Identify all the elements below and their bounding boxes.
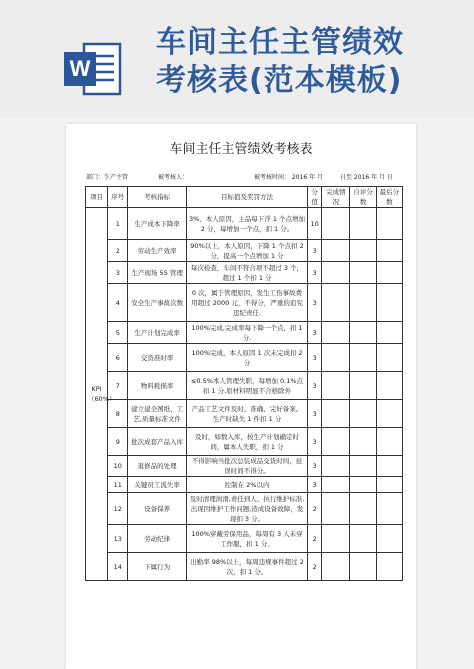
self-score-cell[interactable] (350, 372, 376, 400)
status-cell[interactable] (322, 240, 350, 262)
score-cell: 2 (308, 525, 322, 553)
goal-cell: 每次检查，车间不符合项不超过 3 个，超过 1 个扣 1 分 (186, 262, 307, 284)
indicator-cell: 关键员工流失率 (128, 477, 187, 493)
seq-cell: 13 (108, 525, 128, 553)
banner-title (156, 24, 456, 100)
indicator-cell: 劳动生产效率 (128, 240, 187, 262)
banner (0, 0, 474, 118)
final-score-cell[interactable] (376, 477, 402, 493)
table-row (86, 525, 403, 553)
goal-cell: 及时清理润滑,责任到人、执行维护标准.出现因维护工作问题,造成设备故障，发现扣 3 分。 (186, 493, 307, 525)
status-cell[interactable] (322, 456, 350, 477)
status-cell[interactable] (322, 372, 350, 400)
indicator-cell: 生产计划完成率 (128, 322, 187, 344)
goal-cell: 0 次，属于管理原因，发生工伤事故费用超过 2000 元，不得分，严重的追究违纪责任. (186, 284, 307, 322)
header-score: 分值 (308, 187, 322, 208)
final-score-cell[interactable] (376, 208, 402, 240)
self-score-cell[interactable] (350, 553, 376, 581)
score-cell: 2 (308, 493, 322, 525)
seq-cell: 14 (108, 553, 128, 581)
self-score-cell[interactable] (350, 525, 376, 553)
final-score-cell[interactable] (376, 262, 402, 284)
status-cell[interactable] (322, 322, 350, 344)
final-score-cell[interactable] (376, 372, 402, 400)
final-score-cell[interactable] (376, 344, 402, 372)
table-row (86, 456, 403, 477)
banner-title-line-2: 考核表(范本模板) (156, 63, 403, 98)
self-score-cell[interactable] (350, 428, 376, 456)
goal-cell: 及时，如数入库，按生产计划确定时间，属本人失职，扣 1 分 (186, 428, 307, 456)
word-document-icon (62, 38, 124, 100)
goal-cell: 100%完成,完成率每下降一个点，扣 1 分. (186, 322, 307, 344)
self-score-cell[interactable] (350, 344, 376, 372)
department-field: 部门：生产主管 (86, 174, 129, 181)
score-cell: 3 (308, 240, 322, 262)
seq-cell: 5 (108, 322, 128, 344)
final-score-cell[interactable] (376, 284, 402, 322)
goal-cell: 3%，本人原因，主品每下浮 1 个点增加 2 分，每增加一个点，扣 1 分。 (186, 208, 307, 240)
header-self: 自评分数 (350, 187, 376, 208)
status-cell[interactable] (322, 525, 350, 553)
table-row (86, 428, 403, 456)
indicator-cell: 批次成套产品入库 (128, 428, 187, 456)
header-goal: 目标值及奖罚方法 (186, 187, 307, 208)
seq-cell: 9 (108, 428, 128, 456)
score-cell: 3 (308, 372, 322, 400)
status-cell[interactable] (322, 477, 350, 493)
seq-cell: 4 (108, 284, 128, 322)
seq-cell: 10 (108, 456, 128, 477)
exam-date-end-field: 日至 2016 年 月 日 (340, 174, 393, 181)
goal-cell: 100%穿戴劳保用品，每周有 3 人未穿工作服，扣 1 分。 (186, 525, 307, 553)
table-header-row (86, 187, 403, 208)
self-score-cell[interactable] (350, 400, 376, 428)
goal-cell: 控制在 2%以内 (186, 477, 307, 493)
header-final: 最后分数 (376, 187, 402, 208)
score-cell: 3 (308, 284, 322, 322)
final-score-cell[interactable] (376, 428, 402, 456)
self-score-cell[interactable] (350, 456, 376, 477)
logo-letter: W (69, 56, 91, 81)
indicator-cell: 建立建全图纸、工艺,质量标准文件 (128, 400, 187, 428)
goal-cell: ≤0.5%本人管理失职，每增加 0.1%点扣 1 分.原材料明显不合格除外 (186, 372, 307, 400)
self-score-cell[interactable] (350, 493, 376, 525)
document-title: 车间主任主管绩效考核表 (169, 142, 313, 157)
final-score-cell[interactable] (376, 240, 402, 262)
final-score-cell[interactable] (376, 400, 402, 428)
final-score-cell[interactable] (376, 553, 402, 581)
table-row (86, 208, 403, 240)
indicator-cell: 交货准时率 (128, 344, 187, 372)
goal-cell: 不得影响当批次总装成品交货时间，延误时间不得分。 (186, 456, 307, 477)
table-body (86, 208, 403, 581)
score-cell: 3 (308, 344, 322, 372)
table-row (86, 400, 403, 428)
header-item: 项目 (86, 187, 108, 208)
table-row (86, 477, 403, 493)
score-cell: 3 (308, 400, 322, 428)
status-cell[interactable] (322, 400, 350, 428)
table-row (86, 493, 403, 525)
status-cell[interactable] (322, 262, 350, 284)
table-row (86, 262, 403, 284)
seq-cell: 7 (108, 372, 128, 400)
score-cell: 3 (308, 477, 322, 493)
indicator-cell: 下属行为 (128, 553, 187, 581)
status-cell[interactable] (322, 428, 350, 456)
header-status: 完成情况 (322, 187, 350, 208)
table-row (86, 372, 403, 400)
exam-time-field: 被考核时间： 2016 年 月 (254, 174, 323, 181)
final-score-cell[interactable] (376, 456, 402, 477)
table-row (86, 322, 403, 344)
table-row (86, 284, 403, 322)
status-cell[interactable] (322, 493, 350, 525)
status-cell[interactable] (322, 284, 350, 322)
seq-cell: 3 (108, 262, 128, 284)
goal-cell: 100%完成，本人原因 1 次未完成扣 2 分 (186, 344, 307, 372)
seq-cell: 1 (108, 208, 128, 240)
indicator-cell: 生产现场 5S 管理 (128, 262, 187, 284)
assessment-table (85, 186, 403, 581)
status-cell[interactable] (322, 553, 350, 581)
table-row (86, 344, 403, 372)
score-cell: 3 (308, 322, 322, 344)
self-score-cell[interactable] (350, 322, 376, 344)
self-score-cell[interactable] (350, 262, 376, 284)
header-seq: 序号 (108, 187, 128, 208)
score-cell: 2 (308, 553, 322, 581)
final-score-cell[interactable] (376, 493, 402, 525)
self-score-cell[interactable] (350, 477, 376, 493)
seq-cell: 6 (108, 344, 128, 372)
score-cell: 3 (308, 262, 322, 284)
seq-cell: 11 (108, 477, 128, 493)
header-indicator: 考核指标 (128, 187, 187, 208)
goal-cell: 出勤率 98%以上，每周违规事件超过 2 次，扣 1 分。 (186, 553, 307, 581)
table-row (86, 553, 403, 581)
indicator-cell: 安全生产事故次数 (128, 284, 187, 322)
table-row (86, 240, 403, 262)
goal-cell: 产品工艺文件及时、准确、完好备案。生产时缺失 1 件扣 1 分 (186, 400, 307, 428)
self-score-cell[interactable] (350, 208, 376, 240)
score-cell: 10 (308, 208, 322, 240)
seq-cell: 8 (108, 400, 128, 428)
seq-cell: 2 (108, 240, 128, 262)
examinee-field: 被考核人： (158, 174, 189, 181)
seq-cell: 12 (108, 493, 128, 525)
status-cell[interactable] (322, 208, 350, 240)
score-cell: 3 (308, 428, 322, 456)
self-score-cell[interactable] (350, 240, 376, 262)
indicator-cell: 设备保养 (128, 493, 187, 525)
self-score-cell[interactable] (350, 284, 376, 322)
document-page (66, 124, 416, 669)
status-cell[interactable] (322, 344, 350, 372)
banner-title-line-1: 车间主任主管绩效 (156, 25, 404, 60)
final-score-cell[interactable] (376, 322, 402, 344)
goal-cell: 90%以上，本人原因，下降 1 个点扣 2 分，提高一个点增加 1 分 (186, 240, 307, 262)
indicator-cell: 劳动纪律 (128, 525, 187, 553)
final-score-cell[interactable] (376, 525, 402, 553)
score-cell: 3 (308, 456, 322, 477)
indicator-cell: 生产成本下降率 (128, 208, 187, 240)
category-cell: KPI（60%） (86, 208, 108, 581)
indicator-cell: 物料耗损率 (128, 372, 187, 400)
indicator-cell: 退修品的处理 (128, 456, 187, 477)
